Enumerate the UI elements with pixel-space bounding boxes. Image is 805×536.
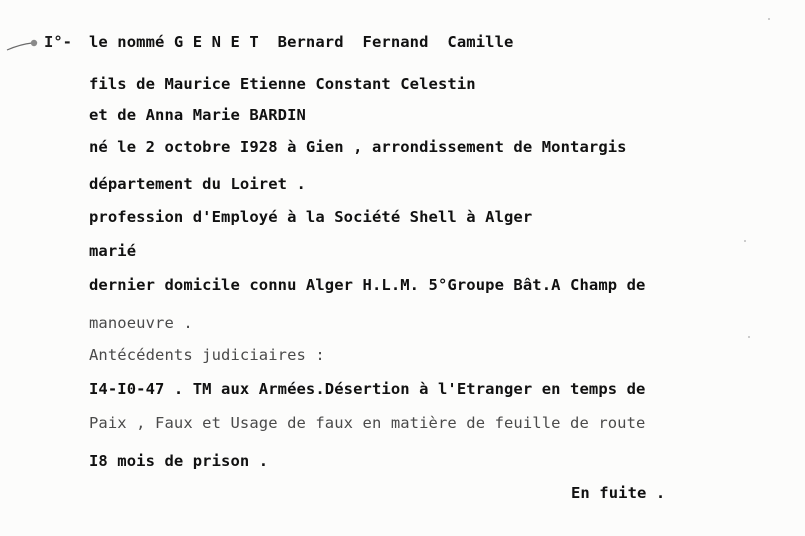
pen-mark-icon — [6, 38, 40, 52]
line-address-cont: manoeuvre . — [89, 314, 193, 332]
line-mother: et de Anna Marie BARDIN — [89, 106, 306, 124]
line-profession: profession d'Employé à la Société Shell à Alger — [89, 208, 533, 226]
paper-speck — [744, 240, 746, 242]
item-number: I°- — [44, 33, 72, 51]
line-birth: né le 2 octobre I928 à Gien , arrondissement de Montargis — [89, 138, 627, 156]
paper-speck — [768, 18, 770, 20]
line-last-address: dernier domicile connu Alger H.L.M. 5°Groupe Bât.A Champ de — [89, 276, 646, 294]
line-name: le nommé G E N E T Bernard Fernand Camille — [89, 33, 514, 51]
line-criminal-record-heading: Antécédents judiciaires : — [89, 346, 325, 364]
line-status-fugitive: En fuite . — [571, 484, 666, 502]
paper-speck — [748, 336, 750, 338]
line-record-cont: Paix , Faux et Usage de faux en matière de feuille de route — [89, 414, 646, 432]
line-sentence: I8 mois de prison . — [89, 452, 269, 470]
line-record-entry: I4-I0-47 . TM aux Armées.Désertion à l'Etranger en temps de — [89, 380, 646, 398]
line-marital-status: marié — [89, 242, 137, 260]
line-father: fils de Maurice Etienne Constant Celestin — [89, 75, 476, 93]
line-department: département du Loiret . — [89, 175, 306, 193]
